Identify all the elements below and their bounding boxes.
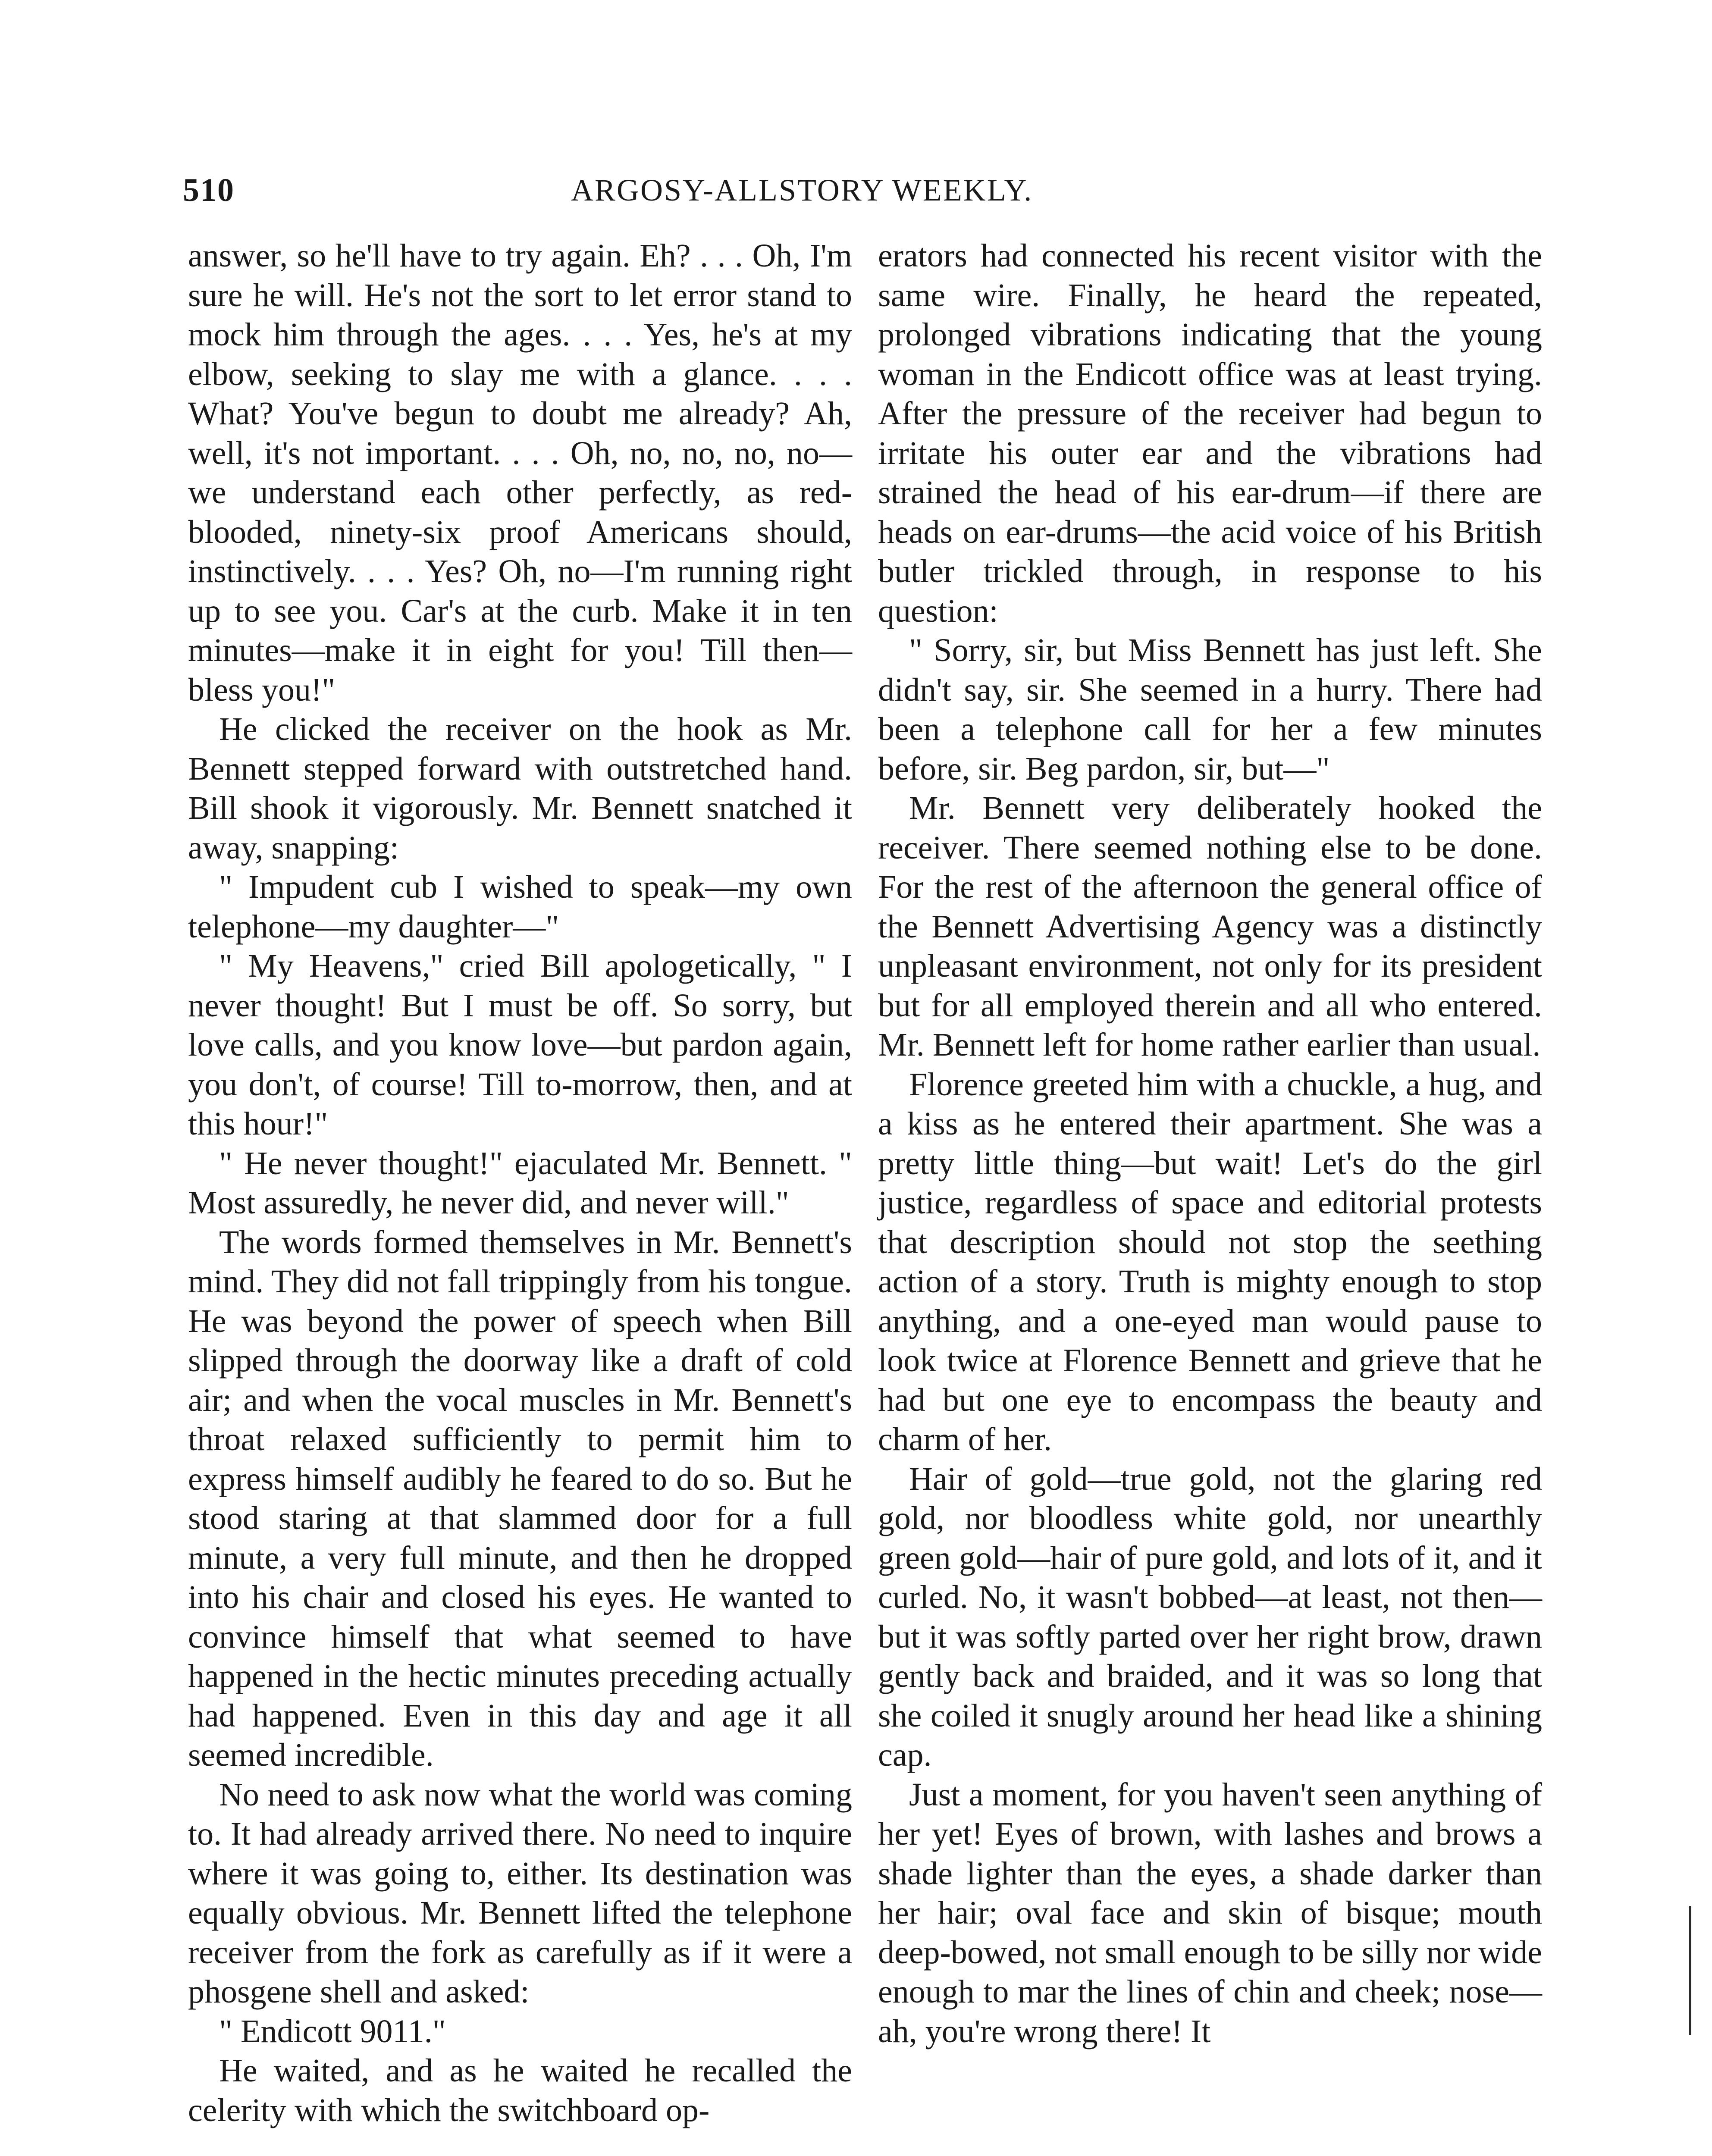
paragraph: answer, so he'll have to try again. Eh? . . . Oh, I'm sure he will. He's not the sort to let error stand to mock him through the ages. . . . Yes, he's at my elbow, seeking to slay me with a glance. . . . What? You've begun to doubt me already? Ah, well, it's not important. . . . Oh, no, no, no, no—we understand each other perfectly, as red-blooded, ninety-six proof Americans should, instinctively. . . . Yes? Oh, no—I'm running right up to see you. Car's at the curb. Make it in ten minutes—make it in eight for you! Till then—bless you!"	[188, 238, 852, 708]
page-header	[183, 171, 1145, 210]
paragraph: " Impudent cub I wished to speak—my own telephone—my daughter—"	[188, 869, 852, 945]
paragraph: erators had connected his recent visitor with the same wire. Finally, he heard the repeated, prolonged vibrations indicating that the young woman in the Endicott office was at least trying. After the pressure of the receiver had begun to irritate his outer ear and the vibrations had strained the head of his ear-drum—if there are heads on ear-drums—the acid voice of his British butler trickled through, in response to his question:	[878, 238, 1542, 629]
paragraph: " My Heavens," cried Bill apologetically, " I never thought! But I must be off. So sorry, but love calls, and you know love—but pardon again, you don't, of course! Till to-morrow, then, and at this hour!"	[188, 948, 852, 1142]
left-column	[188, 236, 852, 2130]
paragraph: The words formed themselves in Mr. Bennett's mind. They did not fall trippingly from his tongue. He was beyond the power of speech when Bill slipped through the doorway like a draft of cold air; and when the vocal muscles in Mr. Bennett's throat relaxed sufficiently to permit him to express himself audibly he feared to do so. But he stood staring at that slammed door for a full minute, a very full minute, and then he dropped into his chair and closed his eyes. He wanted to convince himself that what seemed to have happened in the hectic minutes preceding actually had happened. Even in this day and age it all seemed incredible.	[188, 1224, 852, 1773]
paragraph: Mr. Bennett very deliberately hooked the receiver. There seemed nothing else to be done. For the rest of the afternoon the general office of the Bennett Advertising Agency was a distinctly unpleasant environment, not only for its president but for all employed therein and all who entered. Mr. Bennett left for home rather earlier than usual.	[878, 790, 1542, 1063]
margin-scan-mark	[1689, 1906, 1691, 2035]
paragraph: He clicked the receiver on the hook as Mr. Bennett stepped forward with outstretched hand. Bill shook it vigorously. Mr. Bennett snatched it away, snapping:	[188, 711, 852, 866]
paragraph: No need to ask now what the world was coming to. It had already arrived there. No need to inquire where it was going to, either. Its destination was equally obvious. Mr. Bennett lifted the telephone receiver from the fork as carefully as if it were a phosgene shell and asked:	[188, 1776, 852, 2010]
paragraph: Just a moment, for you haven't seen anything of her yet! Eyes of brown, with lashes and brows a shade lighter than the eyes, a shade darker than her hair; oval face and skin of bisque; mouth deep-bowed, not small enough to be silly nor wide enough to mar the lines of chin and cheek; nose—ah, you're wrong there! It	[878, 1776, 1542, 2049]
page-number: 510	[183, 172, 235, 208]
paragraph: " Sorry, sir, but Miss Bennett has just left. She didn't say, sir. She seemed in a hurry. There had been a telephone call for her a few minutes before, sir. Beg pardon, sir, but—"	[878, 632, 1542, 787]
paragraph: He waited, and as he waited he recalled the celerity with which the switchboard op-	[188, 2053, 852, 2128]
paragraph: Florence greeted him with a chuckle, a hug, and a kiss as he entered their apartment. She was a pretty little thing—but wait! Let's do the girl justice, regardless of space and editorial protests that description should not stop the seething action of a story. Truth is mighty enough to stop anything, and a one-eyed man would pause to look twice at Florence Bennett and grieve that he had but one eye to encompass the beauty and charm of her.	[878, 1066, 1542, 1457]
paragraph: Hair of gold—true gold, not the glaring red gold, nor bloodless white gold, nor unearthly green gold—hair of pure gold, and lots of it, and it curled. No, it wasn't bobbed—at least, not then—but it was softly parted over her right brow, drawn gently back and braided, and it was so long that she coiled it snugly around her head like a shining cap.	[878, 1460, 1542, 1773]
paragraph: " He never thought!" ejaculated Mr. Bennett. " Most assuredly, he never did, and never will."	[188, 1145, 852, 1221]
running-head: ARGOSY-ALLSTORY WEEKLY.	[571, 173, 1033, 207]
paragraph: " Endicott 9011."	[219, 2013, 446, 2049]
right-column	[878, 236, 1542, 2051]
